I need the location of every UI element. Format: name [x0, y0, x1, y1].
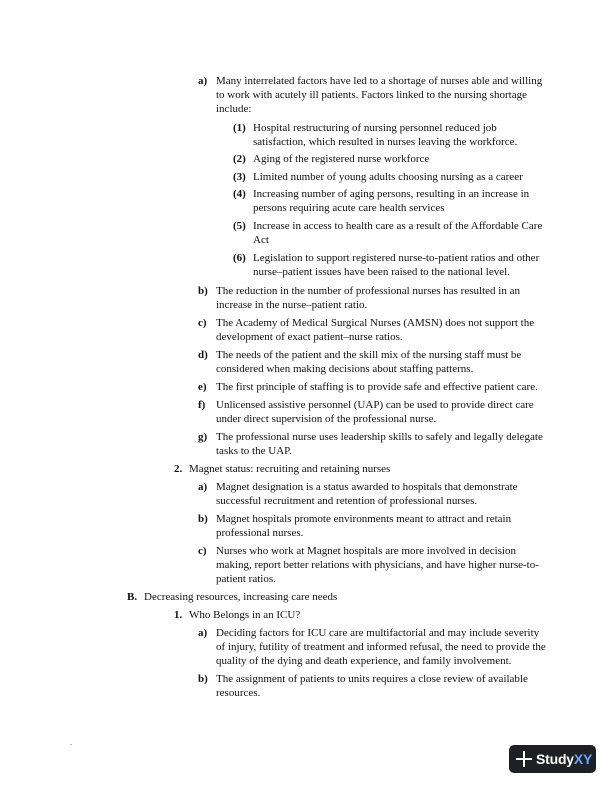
section-text: Decreasing resources, increasing care needs: [144, 591, 338, 603]
item-label: f): [198, 399, 206, 411]
list-item: [198, 348, 550, 376]
item-text: The first principle of staffing is to provide safe and effective patient care.: [216, 381, 538, 393]
list-item: [198, 74, 550, 116]
item-label: b): [198, 673, 208, 685]
section-heading: [127, 590, 551, 604]
list-item: [233, 170, 551, 184]
item-text: The assignment of patients to units requires a close review of available resources.: [216, 673, 528, 699]
item-text: Magnet hospitals promote environments meant to attract and retain professional nurses.: [216, 513, 512, 539]
brand-accent: XY: [573, 751, 593, 767]
list-item: [233, 219, 551, 247]
list-item: [233, 152, 551, 166]
brand-main: Study: [536, 751, 574, 767]
item-label: (3): [233, 171, 246, 183]
list-item: [233, 251, 551, 279]
item-label: (6): [233, 252, 246, 264]
plus-icon: [516, 751, 532, 767]
list-item: [233, 121, 551, 149]
studyxy-badge[interactable]: [509, 745, 596, 773]
item-text: Deciding factors for ICU care are multifactorial and may include severity of injury, futility of treatment and informed refusal, the need to provide the quality of the dying and death experience, and family involvement.: [216, 627, 546, 667]
list-item: [198, 430, 550, 458]
item-label: c): [198, 317, 207, 329]
brand-name: [536, 751, 592, 767]
item-text: Magnet designation is a status awarded to hospitals that demonstrate successful recruitment and retention of professional nurses.: [216, 481, 518, 507]
item-label: b): [198, 513, 208, 525]
item-text: Nurses who work at Magnet hospitals are more involved in decision making, report better relations with physicians, and have higher nurse-to-patient ratios.: [216, 545, 539, 585]
item-label: (4): [233, 188, 246, 200]
list-item: [174, 462, 550, 476]
section-label: B.: [127, 591, 138, 603]
list-item: [233, 187, 551, 215]
item-label: 1.: [174, 609, 183, 621]
item-label: e): [198, 381, 207, 393]
list-item: [198, 626, 550, 668]
list-item: [198, 512, 550, 540]
item-label: b): [198, 285, 208, 297]
item-text: Legislation to support registered nurse-to-patient ratios and other nurse–patient issues have been raised to the national level.: [253, 252, 540, 278]
item-label: 2.: [174, 463, 183, 475]
item-text: Who Belongs in an ICU?: [189, 609, 301, 621]
item-text: Magnet status: recruiting and retaining nurses: [189, 463, 391, 475]
item-label: a): [198, 75, 208, 87]
list-item: [198, 398, 550, 426]
list-item: [198, 284, 550, 312]
item-label: a): [198, 481, 208, 493]
list-item: [198, 316, 550, 344]
item-label: (1): [233, 122, 246, 134]
list-item: [198, 380, 550, 394]
item-label: (2): [233, 153, 246, 165]
item-text: Limited number of young adults choosing nursing as a career: [253, 171, 523, 183]
footer-dot: .: [70, 738, 72, 747]
item-label: c): [198, 545, 207, 557]
list-item: [174, 608, 550, 622]
item-text: Many interrelated factors have led to a shortage of nurses able and willing to work with acutely ill patients. Factors linked to the nursing shortage include:: [216, 75, 543, 115]
item-text: Increase in access to health care as a result of the Affordable Care Act: [253, 220, 543, 246]
list-item: [198, 544, 550, 586]
item-label: d): [198, 349, 208, 361]
item-text: Hospital restructuring of nursing personnel reduced job satisfaction, which resulted in nurses leaving the workforce.: [253, 122, 518, 148]
item-text: The professional nurse uses leadership skills to safely and legally delegate tasks to the UAP.: [216, 431, 543, 457]
item-label: g): [198, 431, 208, 443]
item-text: The Academy of Medical Surgical Nurses (AMSN) does not support the development of exact patient–nurse ratios.: [216, 317, 535, 343]
item-text: Aging of the registered nurse workforce: [253, 153, 430, 165]
item-label: a): [198, 627, 208, 639]
item-text: The needs of the patient and the skill mix of the nursing staff must be considered when making decisions about staffing patterns.: [216, 349, 522, 375]
item-text: The reduction in the number of professional nurses has resulted in an increase in the nurse–patient ratio.: [216, 285, 520, 311]
list-item: [198, 672, 550, 700]
item-text: Increasing number of aging persons, resulting in an increase in persons requiring acute care health services: [253, 188, 530, 214]
list-item: [198, 480, 550, 508]
item-text: Unlicensed assistive personnel (UAP) can be used to provide direct care under direct supervision of the professional nurse.: [216, 399, 534, 425]
item-label: (5): [233, 220, 246, 232]
